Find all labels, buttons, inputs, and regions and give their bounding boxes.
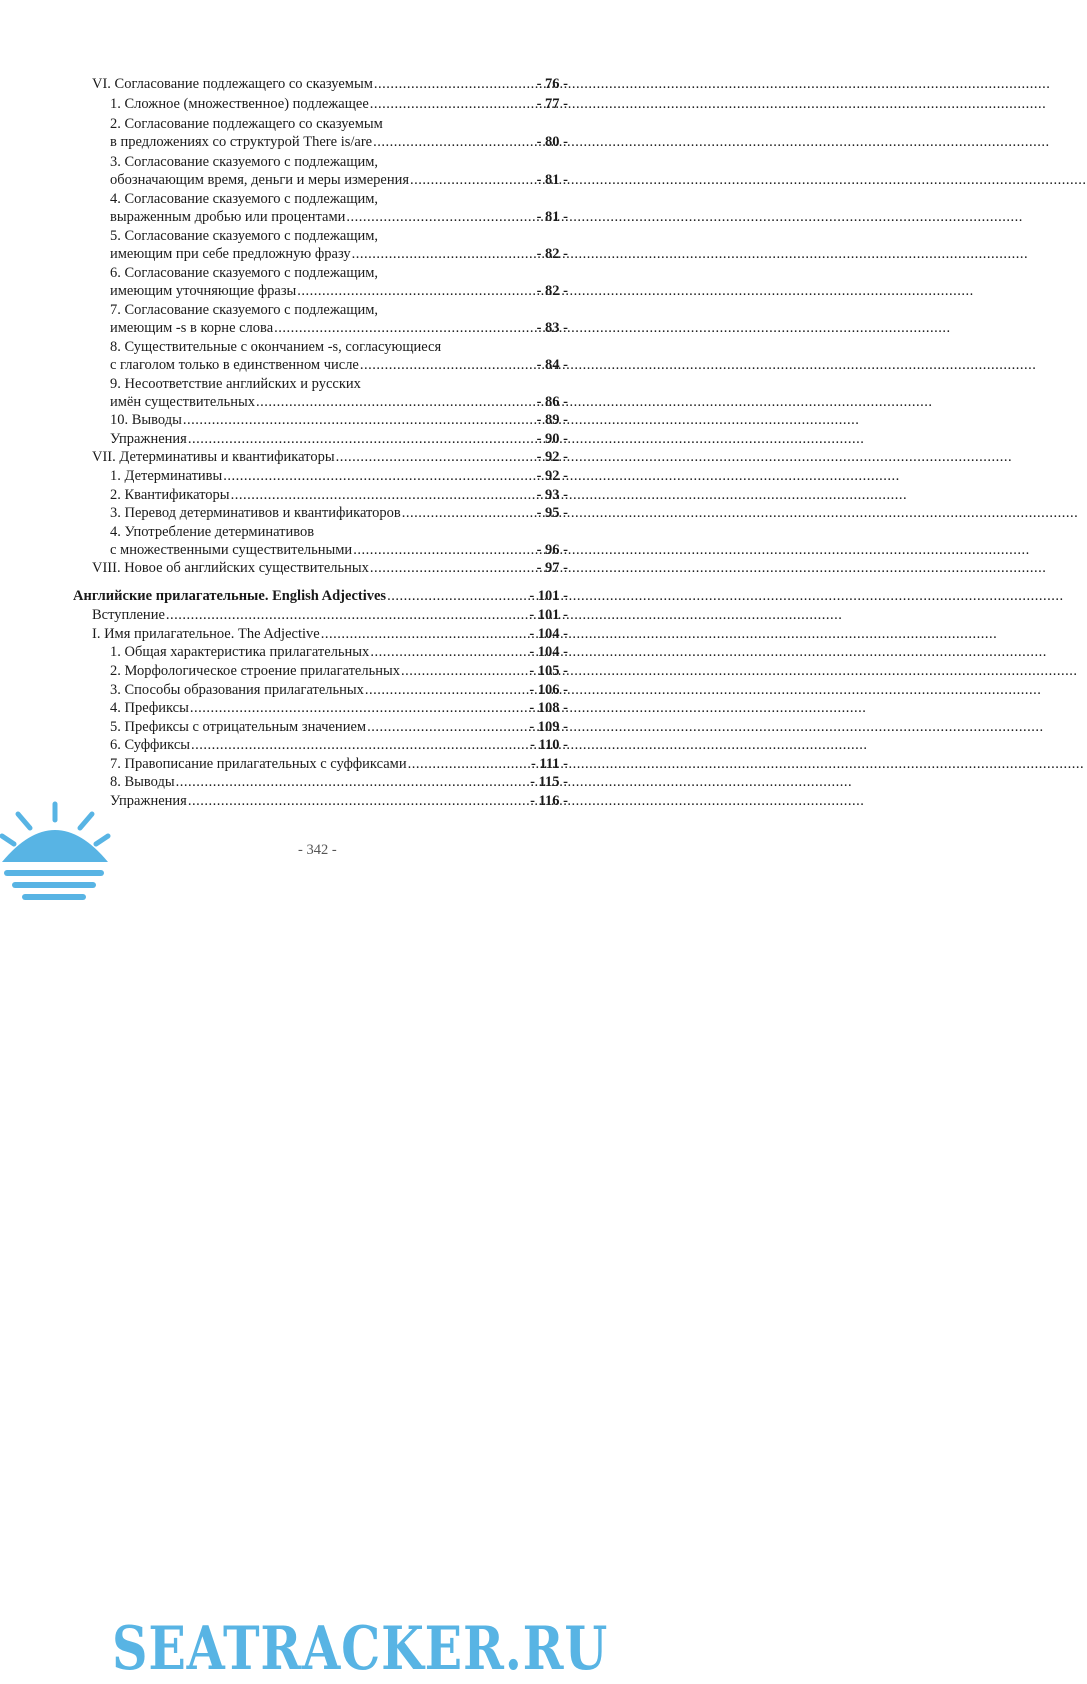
leader-dots (408, 755, 530, 773)
table-of-contents (0, 0, 638, 904)
toc-entry-title: 5. Префиксы с отрицательным значением (110, 719, 367, 735)
leader-dots (401, 662, 528, 680)
toc-entry[interactable] (110, 319, 568, 337)
toc-page-number: - 111 - (530, 756, 568, 772)
leader-dots (373, 133, 535, 151)
toc-entry[interactable] (110, 541, 568, 559)
toc-page-number: - 104 - (529, 626, 568, 642)
toc-entry[interactable] (110, 393, 568, 411)
page-number: - 342 - (298, 842, 337, 858)
toc-entry-title: с множественными существительными (110, 542, 353, 558)
toc-page-number: - 89 - (536, 412, 568, 428)
leader-dots (188, 430, 536, 448)
toc-page-number: - 83 - (536, 320, 568, 336)
toc-page-number: - 92 - (536, 449, 568, 465)
watermark (0, 800, 638, 1684)
toc-page-number: - 93 - (536, 487, 568, 503)
toc-entry-title: Упражнения (110, 793, 187, 809)
leader-dots (231, 486, 536, 504)
toc-entry[interactable] (110, 643, 568, 661)
leader-dots (365, 681, 528, 699)
toc-entry-title: 1. Общая характеристика прилагательных (110, 644, 370, 660)
toc-entry[interactable] (92, 75, 568, 93)
toc-entry[interactable] (92, 606, 568, 624)
toc-entry-title: 1. Сложное (множественное) подлежащее (110, 96, 369, 112)
toc-page-number: - 116 - (530, 793, 568, 809)
toc-entry-title: VIII. Новое об английских существительных (92, 560, 369, 576)
leader-dots (297, 282, 535, 300)
leader-dots (183, 411, 536, 429)
toc-page-number: - 82 - (536, 246, 568, 262)
leader-dots (223, 467, 535, 485)
leader-dots (370, 95, 536, 113)
toc-entry-title-line: 4. Употребление детерминативов (110, 524, 315, 540)
toc-page-number: - 81 - (536, 172, 568, 188)
toc-entry[interactable] (110, 467, 568, 485)
toc-entry-title: 3. Перевод детерминативов и квантификаторов (110, 505, 401, 521)
toc-page-number: - 108 - (529, 700, 568, 716)
toc-entry-title: 2. Квантификаторы (110, 487, 230, 503)
toc-entry[interactable] (110, 773, 568, 791)
leader-dots (374, 75, 536, 93)
leader-dots (370, 643, 528, 661)
toc-entry[interactable] (110, 504, 568, 522)
toc-page-number: - 97 - (536, 560, 568, 576)
toc-entry[interactable] (92, 559, 568, 577)
sun-icon (0, 800, 110, 904)
toc-page-number: - 110 - (530, 737, 568, 753)
toc-entry-title: выраженным дробью или процентами (110, 209, 346, 225)
toc-entry-title-line: 2. Согласование подлежащего со сказуемым (110, 116, 383, 132)
leader-dots (352, 245, 536, 263)
leader-dots (402, 504, 536, 522)
toc-page-number: - 105 - (529, 663, 568, 679)
toc-entry[interactable] (110, 282, 568, 300)
toc-entry[interactable] (110, 699, 568, 717)
toc-entry-title: 1. Детерминативы (110, 468, 223, 484)
leader-dots (191, 736, 529, 754)
toc-entry-title-line: 5. Согласование сказуемого с подлежащим, (110, 228, 379, 244)
toc-page-number: - 96 - (536, 542, 568, 558)
toc-page-number: - 95 - (536, 505, 568, 521)
toc-page-number: - 81 - (536, 209, 568, 225)
toc-entry-title: имеющим при себе предложную фразу (110, 246, 351, 262)
toc-entry[interactable] (110, 486, 568, 504)
toc-entry[interactable] (110, 718, 568, 736)
leader-dots (367, 718, 528, 736)
toc-entry-title: обозначающим время, деньги и меры измерения (110, 172, 410, 188)
toc-page-number: - 80 - (536, 134, 568, 150)
toc-entry[interactable] (110, 208, 568, 226)
toc-entry-title: 10. Выводы (110, 412, 182, 428)
toc-page-number: - 84 - (536, 357, 568, 373)
toc-page-number: - 86 - (536, 394, 568, 410)
leader-dots (256, 393, 536, 411)
toc-entry-title-line: 4. Согласование сказуемого с подлежащим, (110, 191, 379, 207)
toc-entry-title: в предложениях со структурой There is/are (110, 134, 373, 150)
toc-entry[interactable] (110, 356, 568, 374)
toc-chapter-entry[interactable] (73, 587, 568, 605)
toc-entry-title-line: 7. Согласование сказуемого с подлежащим, (110, 302, 379, 318)
watermark-text: SEATRACKER.RU (112, 1614, 609, 1684)
toc-entry-title: имён существительных (110, 394, 255, 410)
toc-entry[interactable] (110, 430, 568, 448)
leader-dots (321, 625, 529, 643)
toc-entry[interactable] (110, 755, 568, 773)
leader-dots (176, 773, 530, 791)
toc-entry-title: Упражнения (110, 431, 187, 447)
toc-page-number: - 115 - (530, 774, 568, 790)
toc-entry[interactable] (110, 681, 568, 699)
toc-page-number: - 104 - (529, 644, 568, 660)
leader-dots (166, 606, 528, 624)
leader-dots (336, 448, 536, 466)
toc-entry[interactable] (92, 625, 568, 643)
leader-dots (190, 699, 528, 717)
leader-dots (410, 171, 536, 189)
toc-entry[interactable] (110, 662, 568, 680)
toc-entry-title: VII. Детерминативы и квантификаторы (92, 449, 335, 465)
toc-entry-title-line: 6. Согласование сказуемого с подлежащим, (110, 265, 379, 281)
toc-entry-title: 6. Суффиксы (110, 737, 191, 753)
leader-dots (387, 587, 528, 605)
toc-entry-title: 8. Выводы (110, 774, 175, 790)
toc-entry-title-line: 3. Согласование сказуемого с подлежащим, (110, 154, 379, 170)
toc-page-number: - 82 - (536, 283, 568, 299)
toc-page-number: - 76 - (536, 76, 568, 92)
leader-dots (360, 356, 536, 374)
toc-entry-title: I. Имя прилагательное. The Adjective (92, 626, 320, 642)
toc-entry-title: 2. Морфологическое строение прилагательных (110, 663, 400, 679)
toc-entry-title: с глаголом только в единственном числе (110, 357, 359, 373)
toc-entry-title: 7. Правописание прилагательных с суффиксами (110, 756, 407, 772)
leader-dots (346, 208, 535, 226)
toc-entry[interactable] (110, 95, 568, 113)
toc-entry[interactable] (92, 448, 568, 466)
toc-entry[interactable] (110, 411, 568, 429)
toc-chapter-title: Английские прилагательные. English Adjectives (73, 588, 387, 604)
toc-page-number: - 90 - (536, 431, 568, 447)
toc-entry-title-line: 8. Существительные с окончанием -s, согласующиеся (110, 339, 442, 355)
toc-page-number: - 106 - (529, 682, 568, 698)
toc-entry-title: имеющим уточняющие фразы (110, 283, 297, 299)
toc-page-number: - 109 - (529, 719, 568, 735)
leader-dots (274, 319, 535, 337)
toc-page-number: - 101 - (529, 607, 568, 623)
toc-entry-title: 4. Префиксы (110, 700, 189, 716)
toc-page-number: - 101 - (529, 588, 568, 604)
toc-entry-title: VI. Согласование подлежащего со сказуемым (92, 76, 373, 92)
toc-page-number: - 92 - (536, 468, 568, 484)
toc-entry[interactable] (110, 736, 568, 754)
toc-entry-title-line: 9. Несоответствие английских и русских (110, 376, 361, 392)
toc-entry[interactable] (110, 171, 568, 189)
toc-entry-title: 3. Способы образования прилагательных (110, 682, 364, 698)
toc-entry-title: Вступление (92, 607, 165, 623)
leader-dots (353, 541, 535, 559)
toc-entry[interactable] (110, 133, 568, 151)
leader-dots (370, 559, 536, 577)
toc-entry[interactable] (110, 245, 568, 263)
toc-entry-title: имеющим -s в корне слова (110, 320, 274, 336)
toc-page-number: - 77 - (536, 96, 568, 112)
